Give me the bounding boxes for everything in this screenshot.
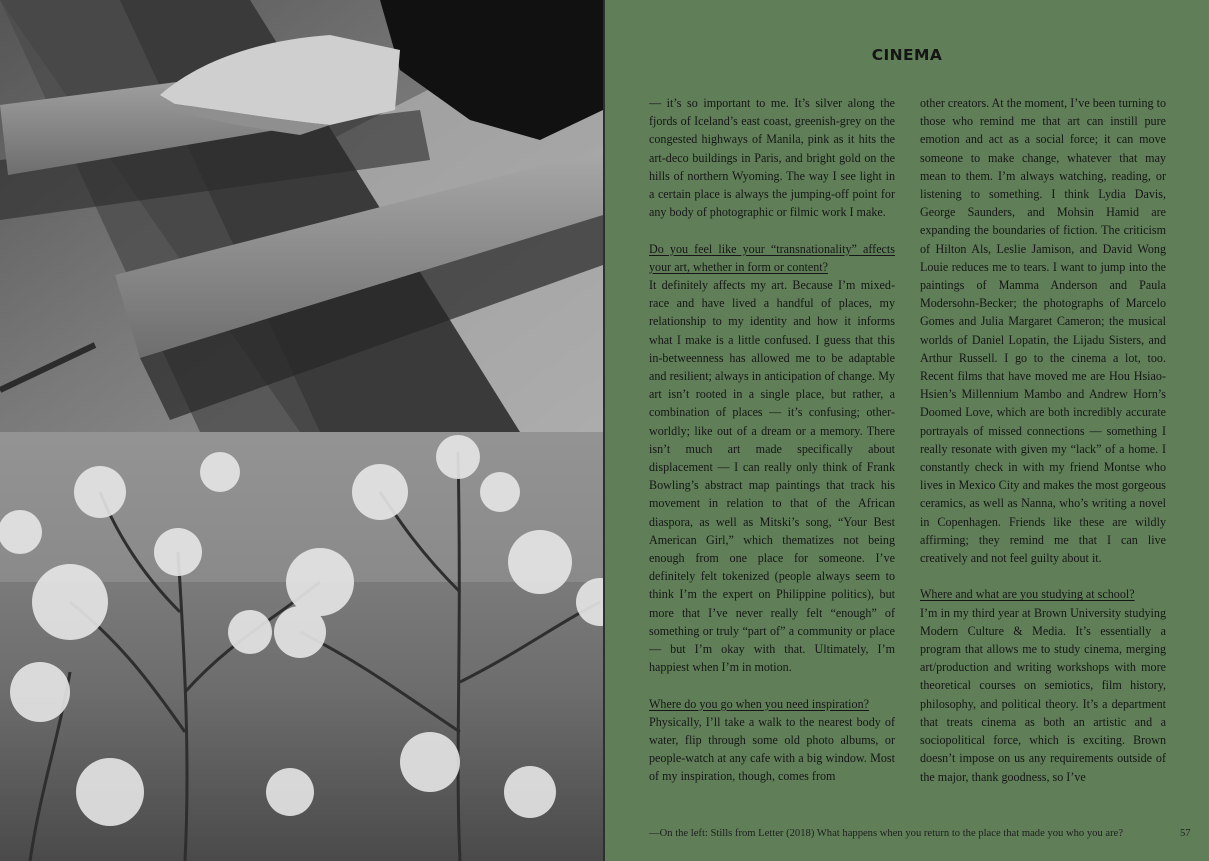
article-page	[605, 0, 1209, 861]
paragraph-light-intro: — it’s so important to me. It’s silver along the fjords of Iceland’s east coast, greenish-grey on the congested highways of Manila, pink as it hits the art-deco buildings in Paris, and bright gold on the hills of northern Wyoming. The way I see light in a certain place is always the jumping-off point for any body of photographic or filmic work I make.	[649, 96, 895, 220]
photo-caption: —On the left: Stills from Letter (2018) What happens when you return to the place that made you who you are?	[649, 828, 1124, 839]
answer-school: I’m in my third year at Brown University studying Modern Culture & Media. It’s essentially a program that allows me to study cinema, merging art/production and writing workshops with more theoretical courses on semiotics, film history, philosophy, and political theory. It’s a department that treats cinema as both an artistic and a sociopolitical force, which is exciting. Brown doesn’t impose on us any requirements outside of the major, thank goodness, so I’ve	[920, 605, 1166, 784]
photo-spread	[0, 0, 603, 861]
section-title: CINEMA	[871, 46, 943, 64]
answer-transnationality: It definitely affects my art. Because I’m mixed-race and have lived a handful of places, my relationship to my identity and how it informs what I make is a little confused. I guess that this in-betweenness has allowed me to be adaptable and resilient; always in anticipation of change. My art isn’t rooted in a single place, but rather, a combination of places — it’s confusing; other-worldly; like out of a dream or a memory. There isn’t much art made specifically about displacement — I can really only think of Frank Bowling’s abstract map paintings that track his movement in relation to that of the African diaspora, as well as Mitski’s song, “Your Best American Girl,” which thematizes not being enough from one place for someone. I’ve definitely felt tokenized (people always seem to think I’m the expert on Philippine politics), but more that I’ve never really felt “enough” of something or truly “part of” a community or place — but I’m okay with that. Ultimately, I’m happiest when I’m in motion.	[649, 278, 895, 675]
question-transnationality: Do you feel like your “transnationality” affects your art, whether in form or content?	[649, 241, 895, 274]
question-school: Where and what are you studying at school?	[920, 587, 1135, 602]
text-column-left	[649, 94, 895, 806]
question-inspiration: Where do you go when you need inspiration?	[649, 696, 869, 711]
answer-inspiration-start: Physically, I’ll take a walk to the nearest body of water, flip through some old photo albums, or people-watch at any cafe with a big window. Most of my inspiration, though, comes from	[649, 714, 895, 784]
text-column-right	[920, 94, 1166, 806]
page-number: 57	[1180, 828, 1191, 839]
film-still-hand-on-wooden-boards	[0, 0, 603, 432]
answer-inspiration-continued: other creators. At the moment, I’ve been turning to those who remind me that art can instill pure emotion and act as a social force; it can move someone to make change, whatever that may mean to them. I’m always watching, reading, or listening to something. I think Lydia Davis, George Saunders, and Mohsin Hamid are expanding the boundaries of fiction. The criticism of Hilton Als, Leslie Jamison, and David Wong Louie reduces me to tears. I want to jump into the paintings of Mamma Anderson and Paula Modersohn-Becker; the photographs of Marcelo Gomes and Julia Margaret Cameron; the musical worlds of Daniel Lopatin, the Lijadu Sisters, and Arthur Russell. I go to the cinema a lot, too. Recent films that have moved me are Hou Hsiao-Hsien’s Millennium Mambo and Andrew Horn’s Doomed Love, which are both incredibly accurate portrayals of missed connections — something I really resonate with given my “lack” of a home. I constantly check in with my friend Montse who lives in Mexico City and makes the most gorgeous ceramics, as well as Nanna, who’s writing a novel in Copenhagen. Friends like these are wildly affirming; they remind me that I can live creatively and not feel guilty about it.	[920, 96, 1166, 566]
film-still-wildflowers	[0, 432, 603, 861]
